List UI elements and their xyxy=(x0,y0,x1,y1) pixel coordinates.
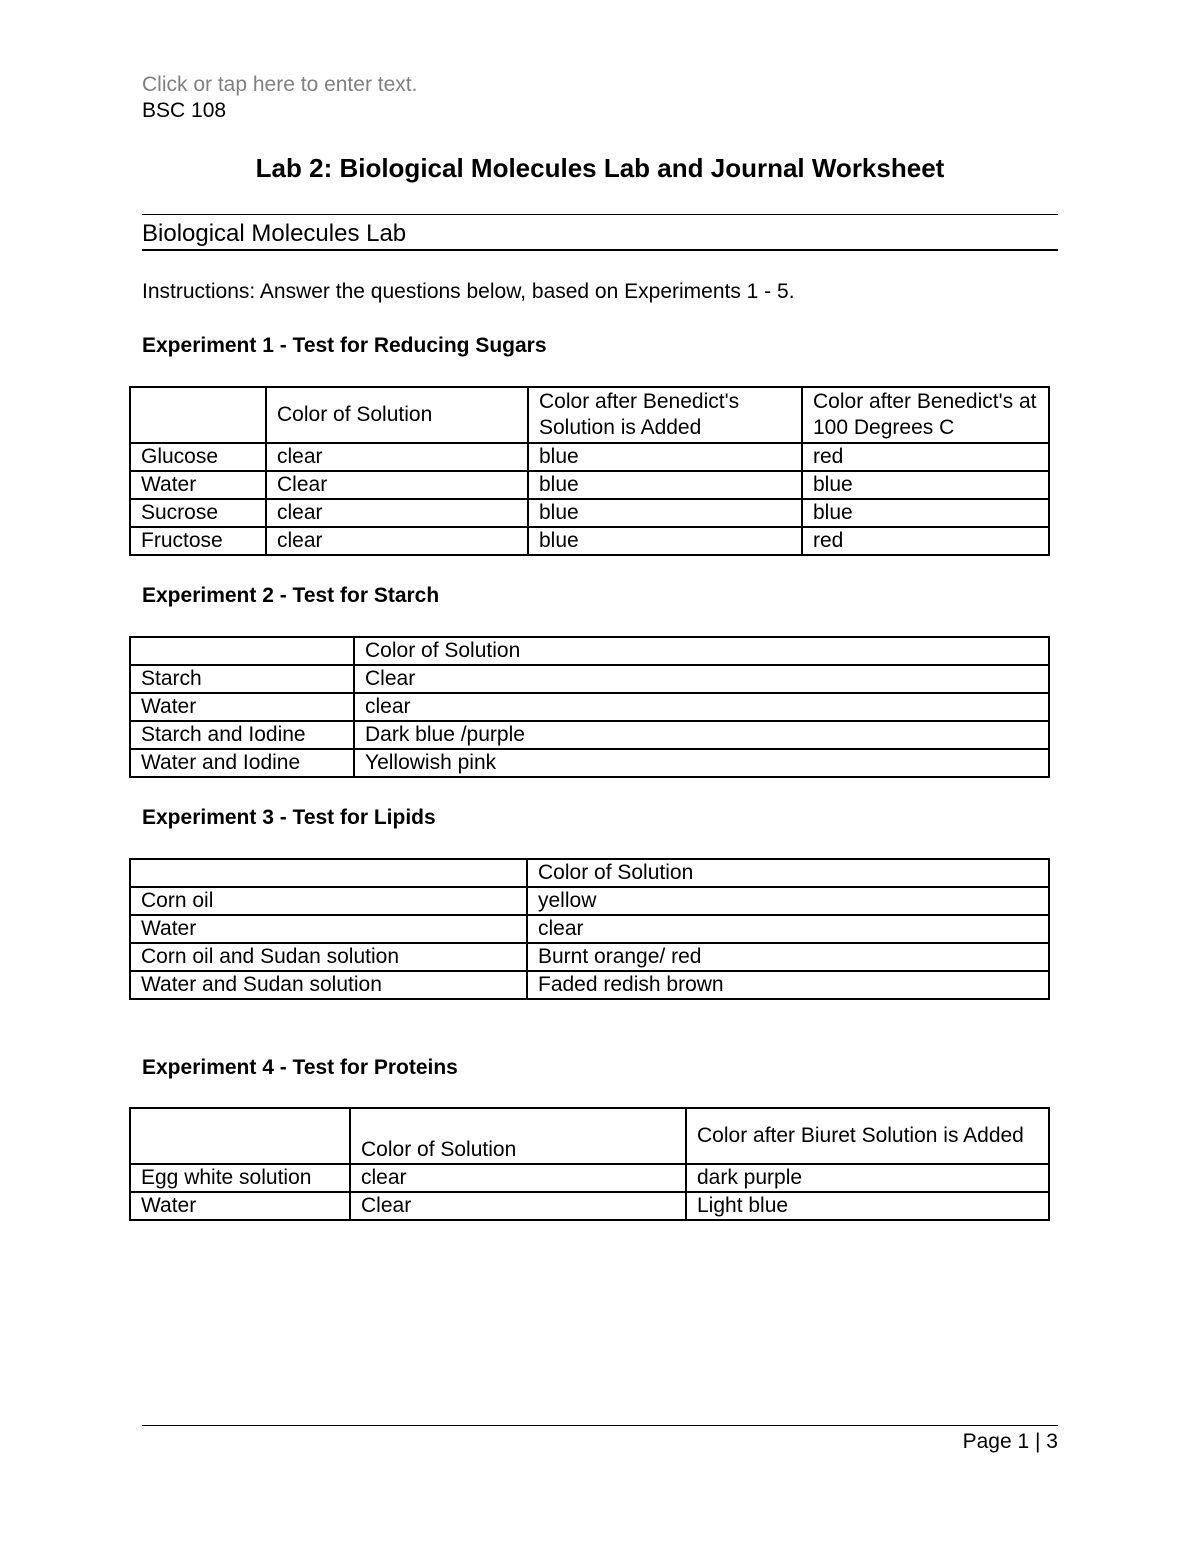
table-row xyxy=(130,887,1049,915)
table-cell: Yellowish pink xyxy=(354,749,1049,777)
table-cell: clear xyxy=(354,693,1049,721)
page-number: Page 1 | 3 xyxy=(962,1430,1058,1453)
table-cell: Water and Sudan solution xyxy=(130,971,527,999)
table-cell: clear xyxy=(527,915,1049,943)
name-placeholder-field[interactable]: Click or tap here to enter text. xyxy=(142,73,418,96)
header-cell: Color after Benedict's Solution is Added xyxy=(528,387,802,443)
table-header-row xyxy=(130,1108,1049,1164)
table-cell: Clear xyxy=(354,665,1049,693)
table-cell: clear xyxy=(266,527,528,555)
table-row xyxy=(130,527,1049,555)
experiment-1-table xyxy=(129,386,1050,556)
table-cell: yellow xyxy=(527,887,1049,915)
header-cell: Color after Benedict's at 100 Degrees C xyxy=(802,387,1049,443)
table-row xyxy=(130,443,1049,471)
table-cell: Starch and Iodine xyxy=(130,721,354,749)
header-cell xyxy=(130,859,527,887)
table-cell: blue xyxy=(528,443,802,471)
table-cell: Glucose xyxy=(130,443,266,471)
section-heading: Biological Molecules Lab xyxy=(142,214,1058,251)
header-cell xyxy=(130,1108,350,1164)
table-cell: Burnt orange/ red xyxy=(527,943,1049,971)
instructions-text: Instructions: Answer the questions below, based on Experiments 1 - 5. xyxy=(142,280,795,303)
table-cell: Starch xyxy=(130,665,354,693)
table-cell: blue xyxy=(528,527,802,555)
header-cell: Color after Biuret Solution is Added xyxy=(686,1108,1049,1164)
table-cell: red xyxy=(802,527,1049,555)
table-header-row xyxy=(130,387,1049,443)
table-header-row xyxy=(130,859,1049,887)
header-cell: Color of Solution xyxy=(266,387,528,443)
table-row xyxy=(130,1164,1049,1192)
experiment-4-heading: Experiment 4 - Test for Proteins xyxy=(142,1056,458,1079)
table-cell: Dark blue /purple xyxy=(354,721,1049,749)
experiment-2-heading: Experiment 2 - Test for Starch xyxy=(142,584,440,607)
table-cell: Light blue xyxy=(686,1192,1049,1220)
experiment-2-table xyxy=(129,636,1050,778)
experiment-3-heading: Experiment 3 - Test for Lipids xyxy=(142,806,436,829)
course-code: BSC 108 xyxy=(142,99,227,122)
table-cell: blue xyxy=(802,471,1049,499)
table-cell: Water xyxy=(130,1192,350,1220)
table-cell: clear xyxy=(350,1164,686,1192)
table-cell: Clear xyxy=(350,1192,686,1220)
table-cell: Water xyxy=(130,915,527,943)
table-row xyxy=(130,665,1049,693)
table-cell: Water and Iodine xyxy=(130,749,354,777)
table-cell: clear xyxy=(266,499,528,527)
table-row xyxy=(130,471,1049,499)
table-header-row xyxy=(130,637,1049,665)
table-cell: Corn oil xyxy=(130,887,527,915)
table-cell: Clear xyxy=(266,471,528,499)
header-cell: Color of Solution xyxy=(354,637,1049,665)
header-cell: Color of Solution xyxy=(527,859,1049,887)
experiment-3-table xyxy=(129,858,1050,1000)
table-row xyxy=(130,971,1049,999)
table-row xyxy=(130,1192,1049,1220)
table-row xyxy=(130,749,1049,777)
table-cell: blue xyxy=(802,499,1049,527)
header-cell xyxy=(130,637,354,665)
table-cell: Faded redish brown xyxy=(527,971,1049,999)
table-cell: blue xyxy=(528,471,802,499)
table-row xyxy=(130,721,1049,749)
header-cell xyxy=(130,387,266,443)
table-cell: blue xyxy=(528,499,802,527)
experiment-4-table xyxy=(129,1107,1050,1221)
header-cell: Color of Solution xyxy=(350,1108,686,1164)
table-cell: red xyxy=(802,443,1049,471)
table-row xyxy=(130,693,1049,721)
table-cell: dark purple xyxy=(686,1164,1049,1192)
table-cell: Fructose xyxy=(130,527,266,555)
table-row xyxy=(130,943,1049,971)
table-cell: Sucrose xyxy=(130,499,266,527)
table-cell: clear xyxy=(266,443,528,471)
table-row xyxy=(130,499,1049,527)
table-cell: Water xyxy=(130,471,266,499)
footer-divider xyxy=(142,1425,1058,1426)
experiment-1-heading: Experiment 1 - Test for Reducing Sugars xyxy=(142,334,547,357)
table-cell: Corn oil and Sudan solution xyxy=(130,943,527,971)
table-row xyxy=(130,915,1049,943)
page-title: Lab 2: Biological Molecules Lab and Journal Worksheet xyxy=(255,153,945,183)
table-cell: Water xyxy=(130,693,354,721)
table-cell: Egg white solution xyxy=(130,1164,350,1192)
